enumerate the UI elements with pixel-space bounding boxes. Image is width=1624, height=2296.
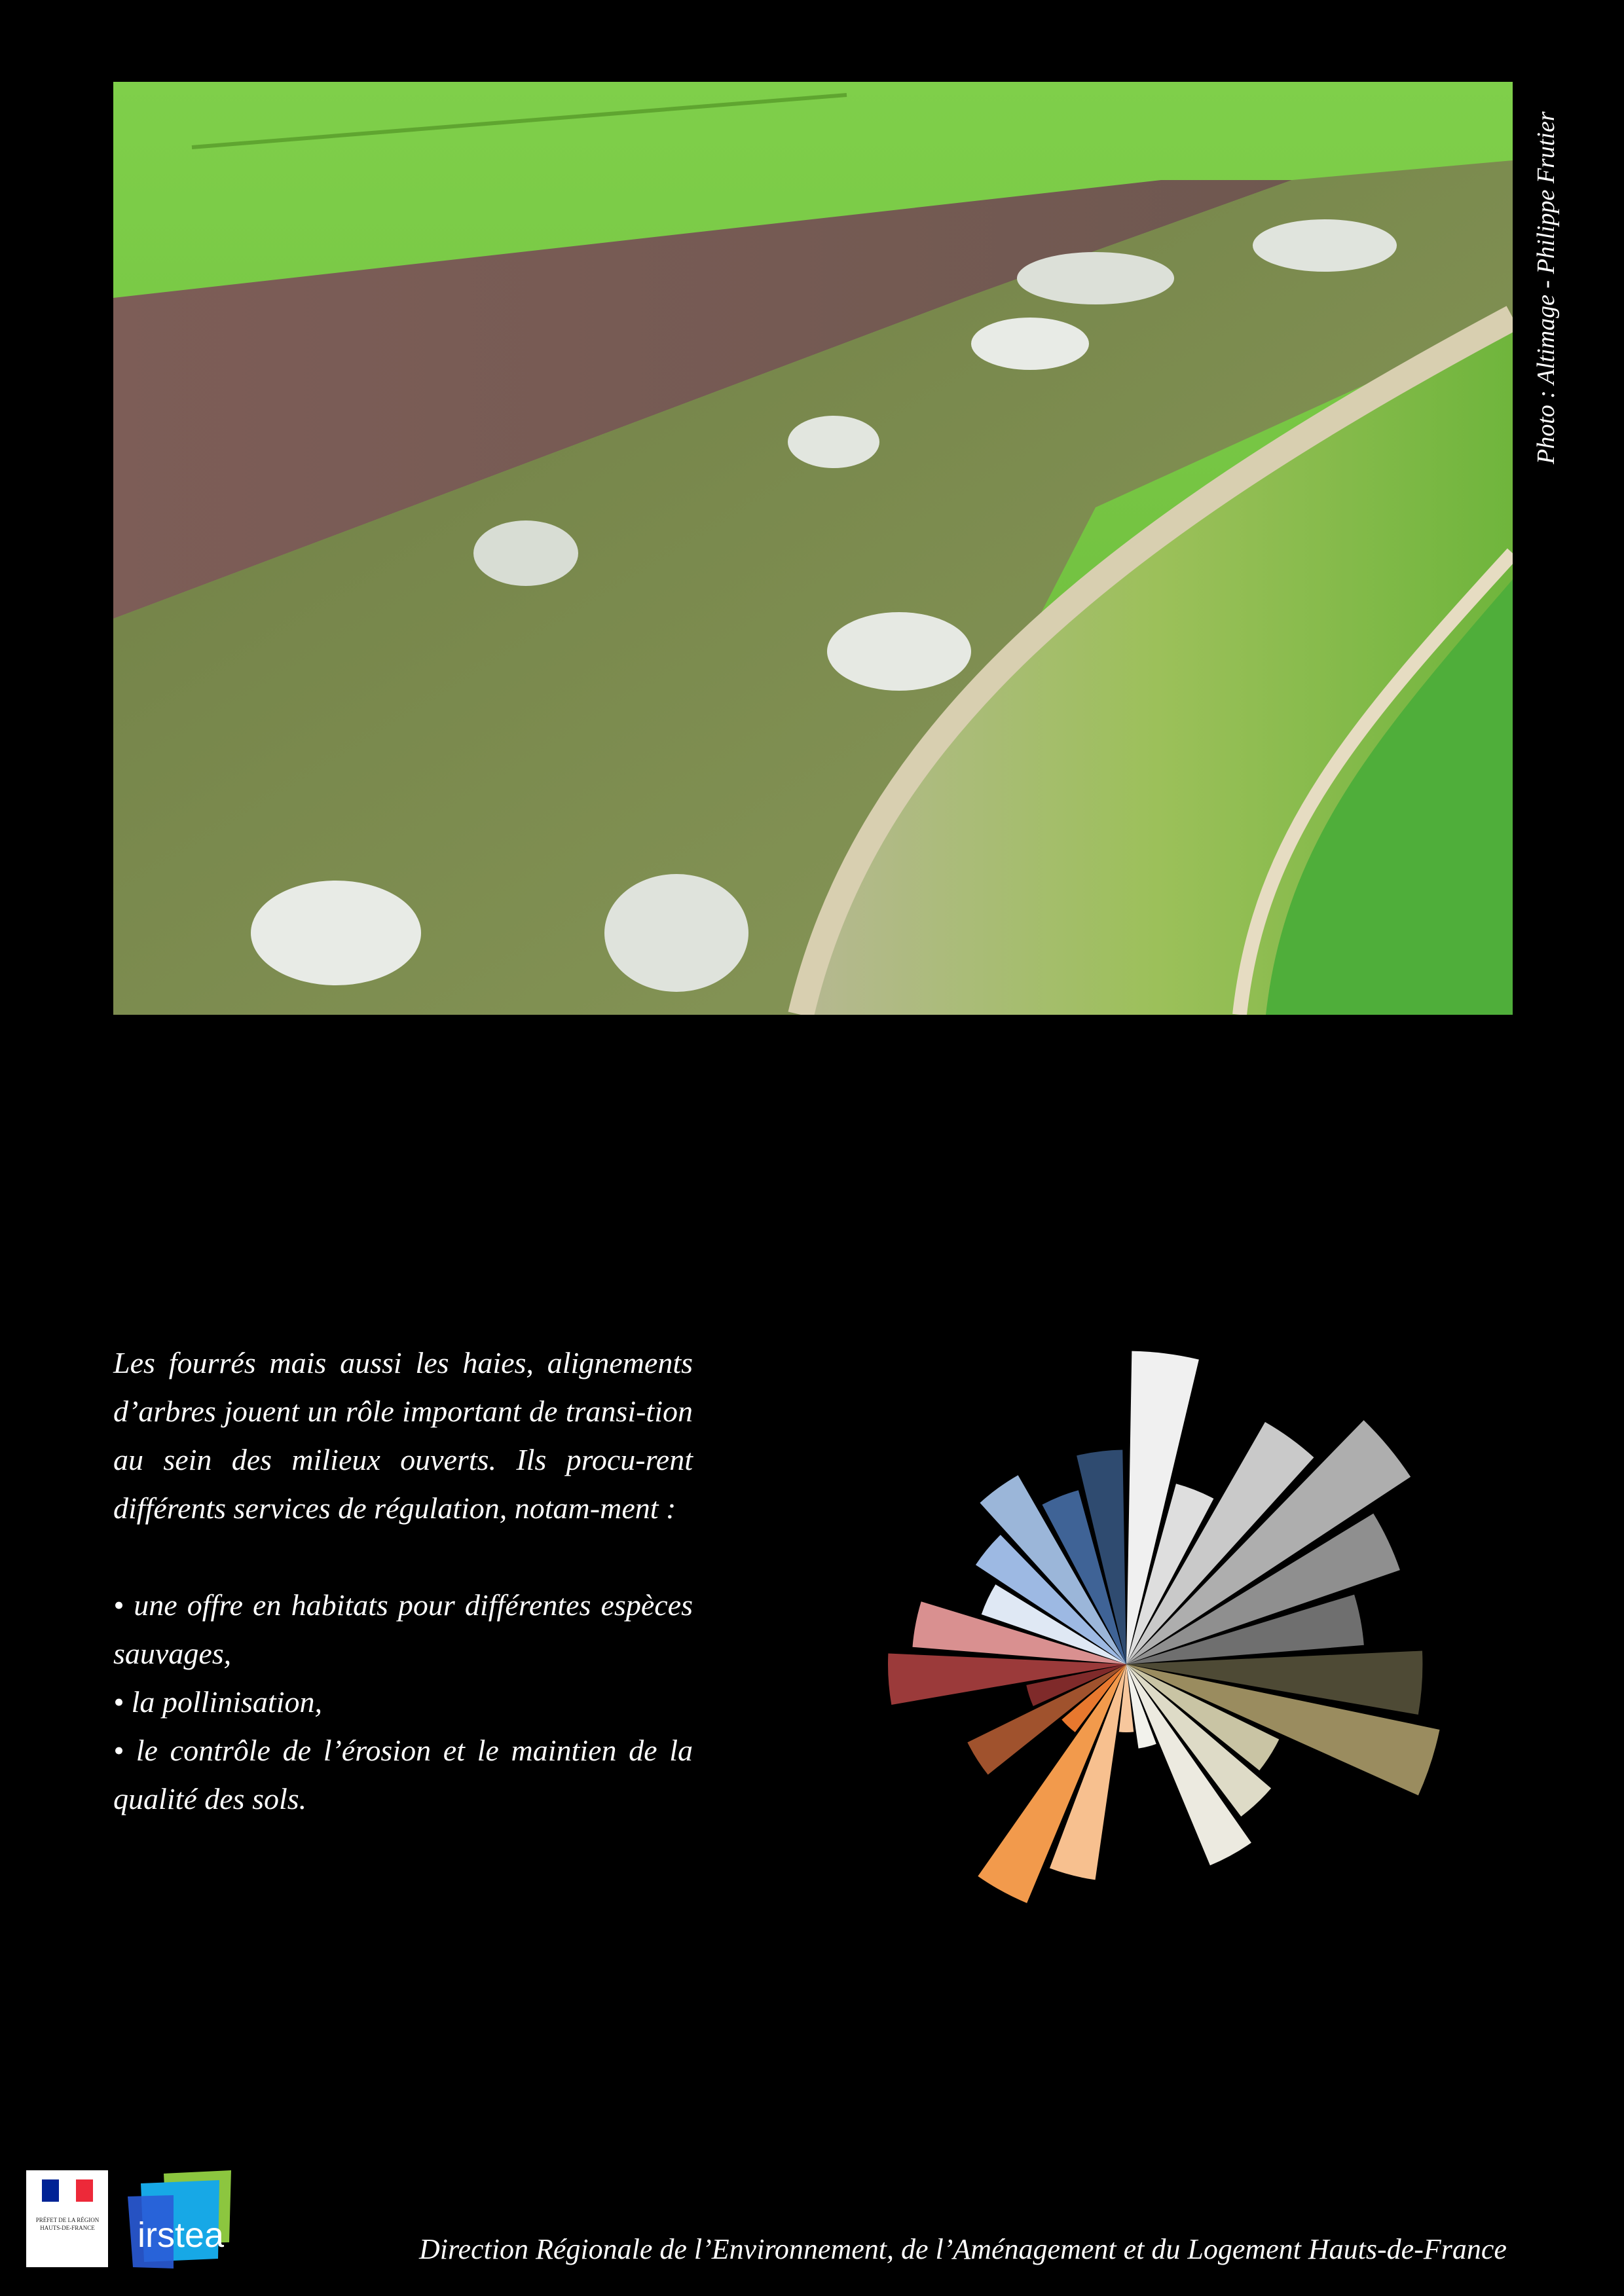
prefet-logo-text: PRÉFET DE LA RÉGION HAUTS-DE-FRANCE (35, 2217, 100, 2231)
radial-color-graphic (799, 1322, 1545, 2043)
services-list (113, 1581, 693, 1823)
intro-paragraph: Les fourrés mais aussi les haies, alignements d’arbres jouent un rôle important de transi-tion au sein des milieux ouverts. Ils procu-rent différents services de régulation, notam-ment : (113, 1346, 693, 1525)
body-text (113, 1339, 693, 1823)
list-item: • la pollinisation, (113, 1678, 693, 1726)
irstea-logo-text: irstea (138, 2215, 225, 2255)
aerial-photo (113, 82, 1513, 1015)
list-item: • une offre en habitats pour différentes espèces sauvages, (113, 1581, 693, 1678)
photo-credit-text: Photo : Altimage - Philippe Frutier (1532, 111, 1560, 464)
french-flag-icon (42, 2179, 93, 2202)
footer-organization: Direction Régionale de l’Environnement, de l’Aménagement et du Logement Hauts-de-France (419, 2233, 1507, 2265)
list-item: • le contrôle de l’érosion et le maintien de la qualité des sols. (113, 1726, 693, 1823)
prefet-logo (26, 2170, 108, 2267)
